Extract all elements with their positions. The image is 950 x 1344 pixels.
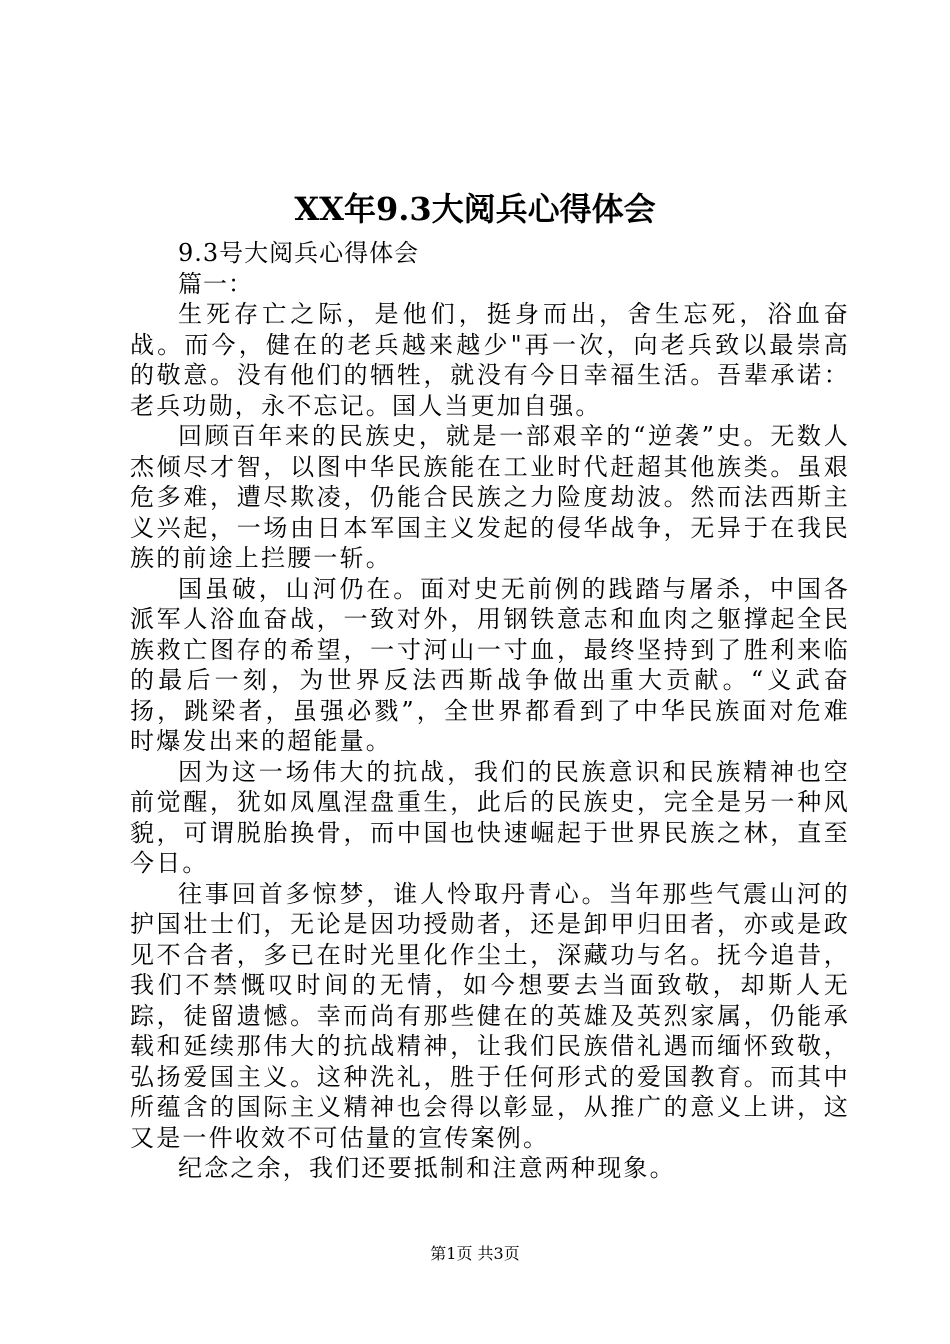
body-paragraph: 国虽破，山河仍在。面对史无前例的践踏与屠杀，中国各派军人浴血奋战，一致对外，用钢铁意志和血肉之躯撑起全民族救亡图存的希望，一寸河山一寸血，最终坚持到了胜利来临的最后一刻，为世界反法西斯战争做出重大贡献。“义武奋扬，跳梁者，虽强必戮”，全世界都看到了中华民族面对危难时爆发出来的超能量。 [130,574,850,755]
body-paragraph: 往事回首多惊梦，谁人怜取丹青心。当年那些气震山河的护国壮士们，无论是因功授勋者，还是卸甲归田者，亦或是政见不合者，多已在时光里化作尘土，深藏功与名。抚今追昔，我们不禁慨叹时间的无情，如今想要去当面致敬，却斯人无踪，徒留遗憾。幸而尚有那些健在的英雄及英烈家属，仍能承载和延续那伟大的抗战精神，让我们民族借礼遇而缅怀致敬，弘扬爱国主义。这种洗礼，胜于任何形式的爱国教育。而其中所蕴含的国际主义精神也会得以彰显，从推广的意义上讲，这又是一件收效不可估量的宣传案例。 [130,879,850,1152]
page-number-footer: 第1页 共3页 [430,1244,520,1263]
subtitle-paragraph: 9.3号大阅兵心得体会 [178,239,420,267]
body-paragraph: 回顾百年来的民族史，就是一部艰辛的“逆袭”史。无数人杰倾尽才智，以图中华民族能在工业时代赶超其他族类。虽艰危多难，遭尽欺凌，仍能合民族之力险度劫波。然而法西斯主义兴起，一场由日本军国主义发起的侵华战争，无异于在我民族的前途上拦腰一斩。 [130,422,850,572]
body-paragraph: 因为这一场伟大的抗战，我们的民族意识和民族精神也空前觉醒，犹如凤凰涅盘重生，此后的民族史，完全是另一种风貌，可谓脱胎换骨，而中国也快速崛起于世界民族之林，直至今日。 [130,757,850,877]
document-title: XX年9.3大阅兵心得体会 [294,190,656,228]
body-paragraph: 纪念之余，我们还要抵制和注意两种现象。 [178,1154,676,1182]
body-paragraph: 生死存亡之际，是他们，挺身而出，舍生忘死，浴血奋战。而今，健在的老兵越来越少"再一次，向老兵致以最崇高的敬意。没有他们的牺牲，就没有今日幸福生活。吾辈承诺：老兵功勋，永不忘记。国人当更加自强。 [130,300,850,420]
document-body [130,238,850,1184]
section-label-paragraph: 篇一： [178,269,253,298]
